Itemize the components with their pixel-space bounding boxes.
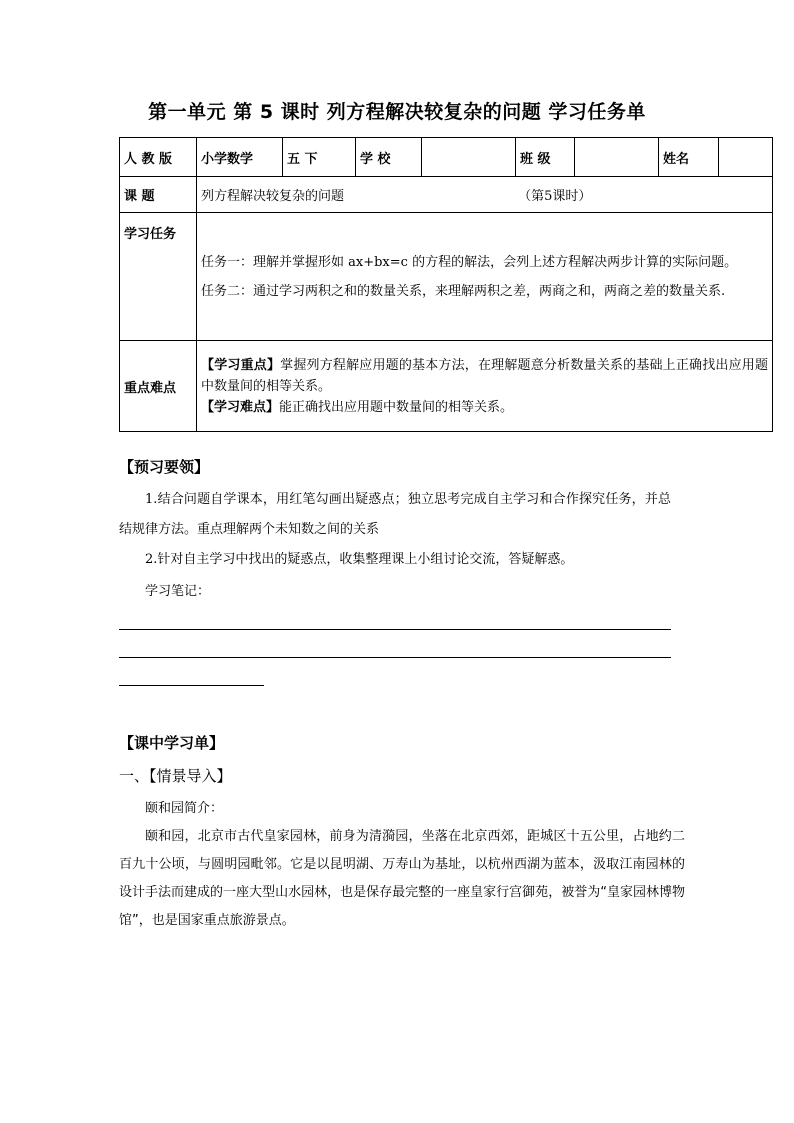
notes-line-2 (119, 657, 671, 658)
grade-cell: 五 下 (283, 138, 356, 177)
scene-intro-heading: 一、【情景导入】 (119, 767, 232, 785)
class-sheet-heading: 【课中学习单】 (119, 734, 225, 752)
notes-line-3 (119, 685, 264, 686)
school-label: 学 校 (356, 138, 422, 177)
preview-item-2: 2.针对自主学习中找出的疑惑点，收集整理课上小组讨论交流，答疑解惑。 (145, 552, 574, 567)
info-row-key-points (120, 341, 773, 432)
class-value (575, 138, 659, 177)
notes-label: 学习笔记： (145, 584, 211, 599)
key-label: 重点难点 (120, 341, 197, 432)
intro-text: 颐和园，北京市古代皇家园林，前身为清漪园，坐落在北京西郊，距城区十五公里，占地约二百九十公顷，与圆明园毗邻。它是以昆明湖、万寿山为基址，以杭州西湖为蓝本，汲取江南园林的设计手法而建成的一座大型山水园林，也是保存最完整的一座皇家行宫御苑，被誉为“皇家园林博物馆”，也是国家重点旅游景点。 (119, 829, 685, 928)
preview-item-1: 1.结合问题自学课本，用红笔勾画出疑惑点；独立思考完成自主学习和合作探究任务，并总结规律方法。重点理解两个未知数之间的关系 (119, 492, 671, 537)
name-value (719, 138, 773, 177)
class-label: 班 级 (516, 138, 575, 177)
key-point-tag: 【学习重点】 (201, 357, 281, 373)
preview-heading: 【预习要领】 (119, 458, 210, 476)
key-cell (197, 341, 773, 432)
document-title: 第一单元 第 5 课时 列方程解决较复杂的问题 学习任务单 (148, 101, 646, 123)
key-point (201, 355, 768, 397)
key-point-text: 掌握列方程解应用题的基本方法，在理解题意分析数量关系的基础上正确找出应用题中数量间的相等关系。 (201, 357, 768, 394)
edition-cell: 人 教 版 (120, 138, 197, 177)
name-label: 姓名 (659, 138, 719, 177)
info-row-tasks (120, 213, 773, 341)
intro-title: 颐和园简介： (145, 801, 224, 816)
difficulty-point (201, 397, 768, 418)
school-value (422, 138, 516, 177)
lesson-value: 列方程解决较复杂的问题 (201, 189, 345, 204)
lesson-label: 课 题 (120, 177, 197, 213)
lesson-cell (197, 177, 773, 213)
notes-line-1 (119, 629, 671, 630)
info-row-lesson (120, 177, 773, 213)
info-table (119, 137, 773, 432)
difficulty-tag: 【学习难点】 (201, 399, 280, 415)
difficulty-text: 能正确找出应用题中数量间的相等关系。 (279, 399, 514, 415)
task-one: 任务一：理解并掌握形如 ax+bx=c 的方程的解法，会列上述方程解决两步计算的实际问题。 (201, 254, 738, 270)
subject-cell: 小学数学 (197, 138, 283, 177)
info-row-1 (120, 138, 773, 177)
lesson-period: （第5课时） (518, 189, 592, 204)
task-two: 任务二：通过学习两积之和的数量关系，来理解两积之差，两商之和，两商之差的数量关系. (201, 283, 726, 299)
task-cell (197, 213, 773, 341)
task-label: 学习任务 (120, 213, 197, 341)
